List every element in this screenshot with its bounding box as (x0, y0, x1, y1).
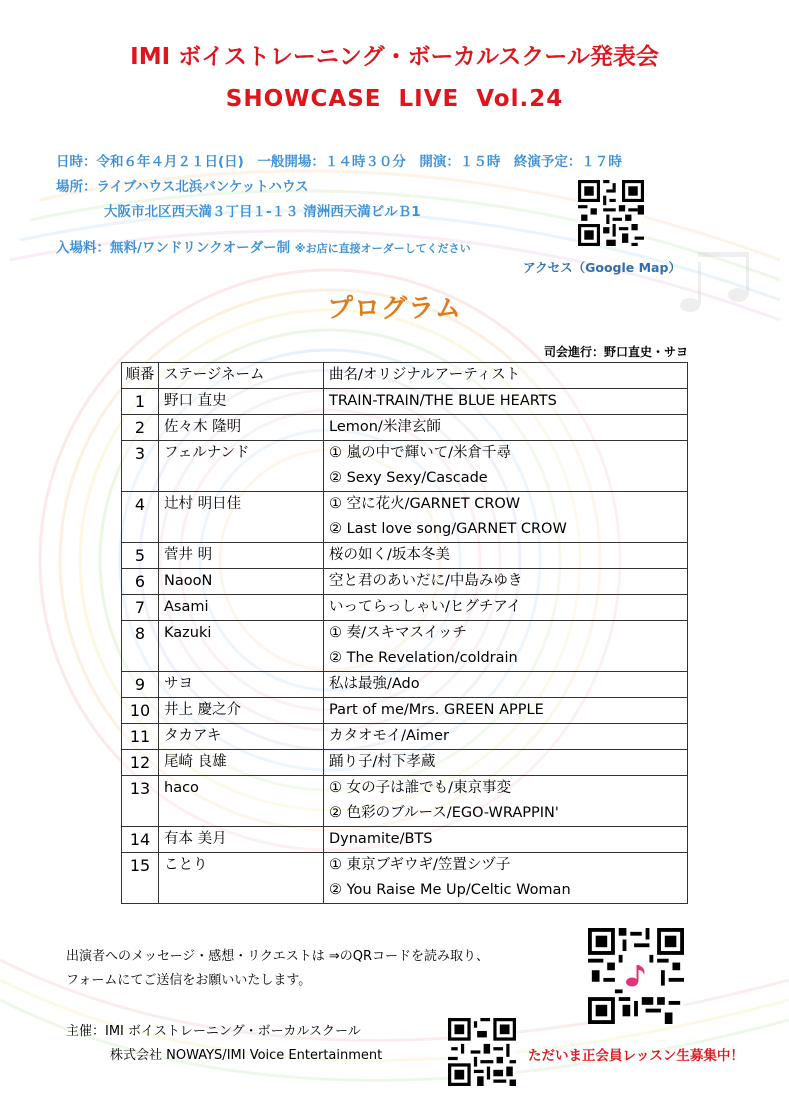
table-row (122, 827, 688, 853)
table-row (122, 621, 688, 672)
stage-name: 井上 慶之介 (159, 698, 324, 724)
song-title: ① 東京ブギウギ/笠置シヅ子 (329, 857, 511, 873)
event-subtitle: SHOWCASE LIVE Vol.24 (225, 86, 564, 112)
order-number: 1 (122, 389, 159, 415)
table-row (122, 389, 688, 415)
fee-text: 入場料：無料/ワンドリンクオーダー制 (56, 240, 291, 256)
song-title: ② You Raise Me Up/Celtic Woman (329, 882, 571, 898)
song-cell (324, 492, 688, 543)
order-number: 8 (122, 621, 159, 672)
order-number: 10 (122, 698, 159, 724)
song-title: ② 色彩のブルース/EGO-WRAPPIN' (329, 805, 559, 821)
song-title: カタオモイ/Aimer (329, 728, 449, 744)
column-header-song: 曲名/オリジナルアーティスト (324, 363, 688, 389)
order-number: 3 (122, 441, 159, 492)
song-cell (324, 853, 688, 904)
order-number: 4 (122, 492, 159, 543)
map-access-link[interactable]: アクセス（Google Map） (523, 260, 681, 275)
map-qr-icon[interactable] (578, 180, 644, 246)
song-title: Part of me/Mrs. GREEN APPLE (329, 702, 544, 718)
table-row (122, 595, 688, 621)
song-title: 踊り子/村下孝蔵 (329, 754, 436, 770)
table-row (122, 543, 688, 569)
message-line-2: フォームにてご送信をお願いいたします。 (66, 973, 312, 988)
song-cell (324, 672, 688, 698)
table-row (122, 724, 688, 750)
stage-name: サヨ (159, 672, 324, 698)
song-cell (324, 776, 688, 827)
song-cell (324, 389, 688, 415)
order-number: 7 (122, 595, 159, 621)
table-row (122, 415, 688, 441)
stage-name: 佐々木 隆明 (159, 415, 324, 441)
table-row (122, 698, 688, 724)
table-row (122, 853, 688, 904)
song-title: いってらっしゃい/ヒグチアイ (329, 599, 522, 615)
song-cell (324, 415, 688, 441)
table-row (122, 776, 688, 827)
table-row (122, 441, 688, 492)
event-date: 日時：令和６年４月２１日(日) 一般開場：１４時３０分 開演：１５時 終演予定：１７時 (56, 154, 622, 170)
order-number: 14 (122, 827, 159, 853)
song-title: ② Last love song/GARNET CROW (329, 521, 567, 537)
stage-name: タカアキ (159, 724, 324, 750)
order-number: 2 (122, 415, 159, 441)
song-title: Dynamite/BTS (329, 831, 433, 847)
event-venue: 場所：ライブハウス北浜バンケットハウス (56, 179, 309, 195)
order-number: 5 (122, 543, 159, 569)
column-header-order: 順番 (122, 363, 159, 389)
organizer-line-2: 株式会社 NOWAYS/IMI Voice Entertainment (110, 1048, 383, 1063)
program-table (121, 362, 688, 904)
song-title: 私は最強/Ado (329, 676, 420, 692)
song-title: ② The Revelation/coldrain (329, 650, 518, 666)
song-title: ① 空に花火/GARNET CROW (329, 496, 521, 512)
song-title: ① 女の子は誰でも/東京事変 (329, 780, 511, 796)
order-number: 11 (122, 724, 159, 750)
fee-note: ※お店に直接オーダーしてください (294, 242, 471, 255)
stage-name: フェルナンド (159, 441, 324, 492)
stage-name: ことり (159, 853, 324, 904)
song-cell (324, 724, 688, 750)
song-cell (324, 595, 688, 621)
song-cell (324, 750, 688, 776)
stage-name: Kazuki (159, 621, 324, 672)
song-cell (324, 569, 688, 595)
song-title: Lemon/米津玄師 (329, 419, 441, 435)
stage-name: 菅井 明 (159, 543, 324, 569)
message-line-1: 出演者へのメッセージ・感想・リクエストは ⇒のQRコードを読み取り、 (66, 949, 489, 964)
order-number: 12 (122, 750, 159, 776)
school-qr-icon[interactable] (448, 1018, 516, 1086)
stage-name: NaooN (159, 569, 324, 595)
stage-name: 有本 美月 (159, 827, 324, 853)
table-row (122, 569, 688, 595)
program-heading: プログラム (327, 294, 462, 324)
song-title: ② Sexy Sexy/Cascade (329, 470, 488, 486)
event-title: IMI ボイストレーニング・ボーカルスクール発表会 (130, 44, 659, 70)
organizer-line-1: 主催：IMI ボイストレーニング・ボーカルスクール (66, 1024, 361, 1039)
table-row (122, 750, 688, 776)
order-number: 6 (122, 569, 159, 595)
stage-name: 辻村 明日佳 (159, 492, 324, 543)
order-number: 9 (122, 672, 159, 698)
stage-name: haco (159, 776, 324, 827)
recruit-notice: ただいま正会員レッスン生募集中！ (528, 1048, 744, 1064)
order-number: 15 (122, 853, 159, 904)
song-title: TRAIN-TRAIN/THE BLUE HEARTS (329, 393, 557, 409)
song-title: 空と君のあいだに/中島みゆき (329, 573, 523, 589)
table-row (122, 492, 688, 543)
song-title: ① 奏/スキマスイッチ (329, 625, 467, 641)
table-row (122, 672, 688, 698)
song-cell (324, 441, 688, 492)
music-note-icon (624, 962, 648, 988)
event-fee (56, 236, 471, 256)
column-header-stage-name: ステージネーム (159, 363, 324, 389)
table-header-row (122, 363, 688, 389)
song-cell (324, 621, 688, 672)
stage-name: 尾崎 良雄 (159, 750, 324, 776)
song-title: ① 嵐の中で輝いて/米倉千尋 (329, 445, 511, 461)
mc-credit: 司会進行：野口直史・サヨ (543, 345, 688, 359)
song-cell (324, 543, 688, 569)
song-title: 桜の如く/坂本冬美 (329, 547, 450, 563)
stage-name: 野口 直史 (159, 389, 324, 415)
song-cell (324, 827, 688, 853)
order-number: 13 (122, 776, 159, 827)
event-address: 大阪市北区西天満３丁目１-１３ 清洲西天満ビルＢ1 (104, 204, 421, 220)
song-cell (324, 698, 688, 724)
stage-name: Asami (159, 595, 324, 621)
